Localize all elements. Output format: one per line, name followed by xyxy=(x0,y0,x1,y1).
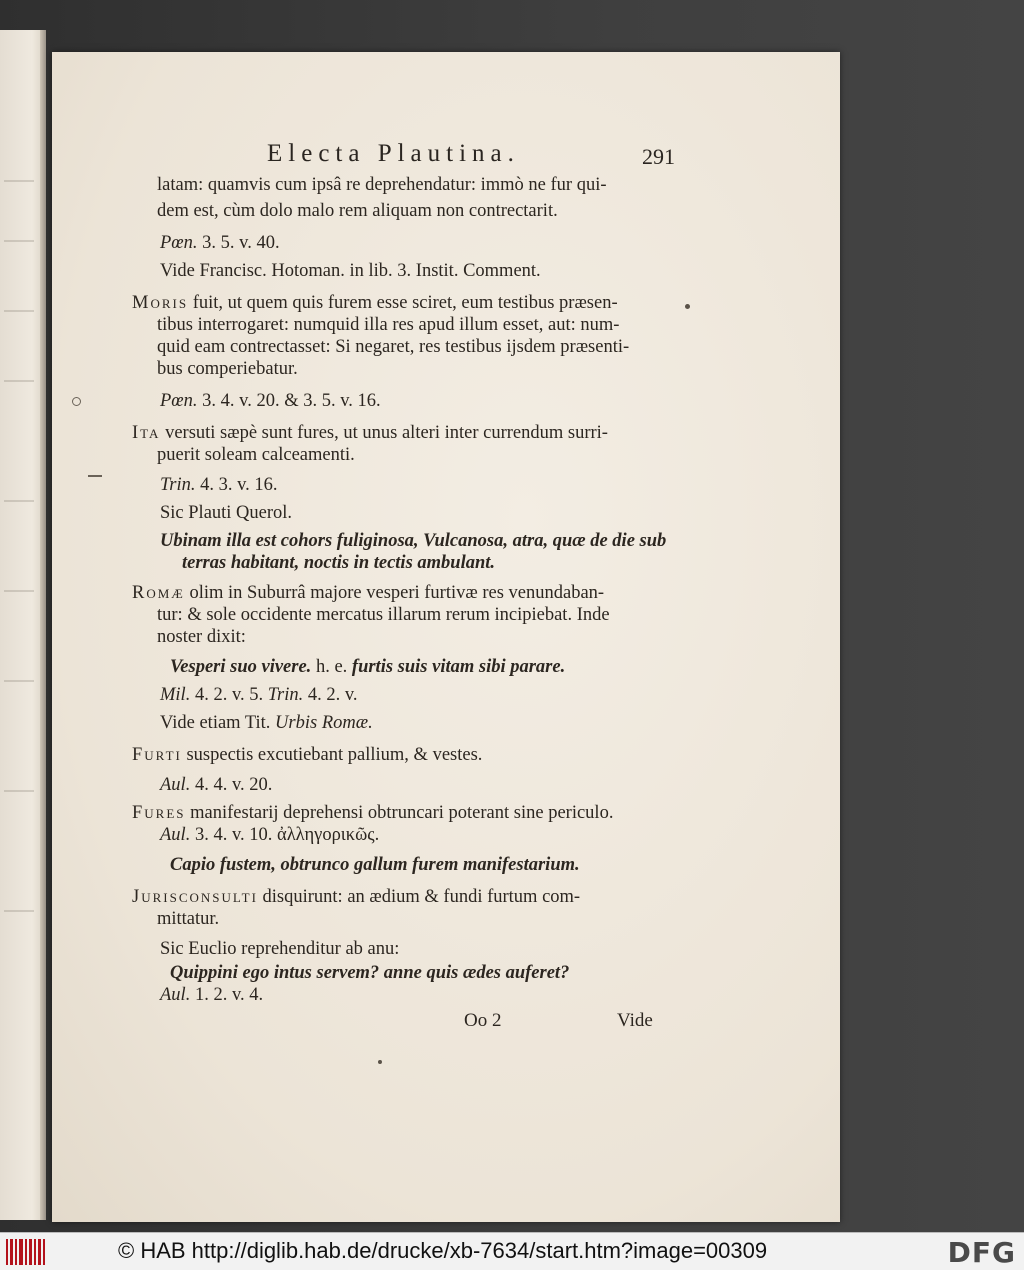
text-line xyxy=(132,582,604,604)
margin-ring xyxy=(72,397,81,406)
line-text: fuit, ut quem quis furem esse sciret, eum testibus præsen- xyxy=(188,293,618,313)
text-line xyxy=(132,886,580,908)
line-text: manifestarij deprehensi obtruncari poterant sine periculo. xyxy=(185,803,614,823)
text-line xyxy=(160,232,280,254)
text-line xyxy=(157,358,298,380)
italic-quote: Ubinam illa est cohors fuliginosa, Vulcanosa, atra, quæ de die sub xyxy=(160,531,667,551)
line-text: Vide etiam Tit. xyxy=(160,713,276,733)
text-line xyxy=(160,824,379,846)
text-line xyxy=(160,984,263,1006)
line-text: 4. 2. v. xyxy=(303,685,358,705)
text-line xyxy=(160,712,373,734)
margin-dot xyxy=(378,1060,382,1064)
reference-abbrev: Trin. xyxy=(160,475,196,495)
reference-abbrev: Aul. xyxy=(160,775,191,795)
line-text: Sic Plauti Querol. xyxy=(160,503,293,523)
line-text: 3. 4. v. 20. & 3. 5. v. 16. xyxy=(197,391,381,411)
text-line xyxy=(160,390,381,412)
text-line xyxy=(157,444,355,466)
text-line xyxy=(157,336,629,358)
text-line xyxy=(182,552,495,574)
line-text: noster dixit: xyxy=(157,627,246,647)
text-line xyxy=(157,908,219,930)
italic-quote: Quippini ego intus servem? anne quis ædes auferet? xyxy=(170,963,570,983)
reference-abbrev: Pœn. xyxy=(160,233,198,253)
text-line xyxy=(132,292,618,314)
reference-abbrev: Aul. xyxy=(160,825,191,845)
text-line xyxy=(132,744,482,766)
reference-abbrev: Trin. xyxy=(267,685,304,705)
lemma-word: Furti xyxy=(132,745,182,765)
text-line xyxy=(157,314,619,336)
line-text: 4. 3. v. 16. xyxy=(195,475,278,495)
text-line xyxy=(160,774,272,796)
reference-abbrev: Mil. xyxy=(160,685,191,705)
text-line xyxy=(160,474,278,496)
book-page xyxy=(52,52,840,1222)
line-text: mittatur. xyxy=(157,909,220,929)
text-line xyxy=(170,962,569,984)
hab-logo-icon xyxy=(6,1239,46,1265)
line-text: Sic Euclio reprehenditur ab anu: xyxy=(160,939,400,959)
footer-bar xyxy=(0,1232,1024,1270)
line-text: tibus interrogaret: numquid illa res apud illum esset, aut: num- xyxy=(157,315,620,335)
text-line xyxy=(160,938,399,960)
margin-dash xyxy=(88,475,102,477)
reference-abbrev: Pœn. xyxy=(160,391,198,411)
text-line xyxy=(132,802,613,824)
line-text: bus comperiebatur. xyxy=(157,359,298,379)
line-text: versuti sæpè sunt fures, ut unus alteri inter currendum surri- xyxy=(160,423,608,443)
adjacent-page-edge xyxy=(0,30,46,1220)
lemma-word: Jurisconsulti xyxy=(132,887,258,907)
dfg-logo: DFG xyxy=(947,1236,1016,1269)
line-text: disquirunt: an ædium & fundi furtum com- xyxy=(257,887,581,907)
line-text: Vide Francisc. Hotoman. in lib. 3. Instit. Comment. xyxy=(160,261,541,281)
text-line xyxy=(157,174,607,196)
page-number: 291 xyxy=(642,144,675,169)
text-line xyxy=(160,502,292,524)
reference-abbrev: Aul. xyxy=(160,985,191,1005)
italic-quote: furtis suis vitam sibi parare. xyxy=(351,657,566,677)
signature-mark: Oo 2 xyxy=(464,1010,502,1031)
italic-quote: Capio fustem, obtrunco gallum furem manifestarium. xyxy=(170,855,580,875)
line-text: quid eam contrectasset: Si negaret, res testibus ijsdem præsenti- xyxy=(157,337,630,357)
lemma-word: Fures xyxy=(132,803,186,823)
line-text: h. e. xyxy=(311,657,352,677)
running-head: Electa Plautina. xyxy=(267,140,520,167)
line-text: puerit soleam calceamenti. xyxy=(157,445,355,465)
catchword: Vide xyxy=(617,1010,653,1031)
lemma-word: Moris xyxy=(132,293,189,313)
line-text: 4. 4. v. 20. xyxy=(190,775,273,795)
text-line xyxy=(170,656,565,678)
line-text: 3. 4. v. 10. ἀλληγορικῶς. xyxy=(190,825,380,845)
text-line xyxy=(157,626,246,648)
text-line xyxy=(160,684,358,706)
italic-quote: terras habitant, noctis in tectis ambulant. xyxy=(182,553,496,573)
copyright-text: © HAB http://diglib.hab.de/drucke/xb-7634/start.htm?image=00309 xyxy=(118,1238,768,1263)
text-line xyxy=(157,200,558,222)
text-line xyxy=(170,854,580,876)
line-text: olim in Suburrâ majore vesperi furtivæ res venundaban- xyxy=(184,583,605,603)
line-text: suspectis excutiebant pallium, & vestes. xyxy=(181,745,483,765)
line-text: 3. 5. v. 40. xyxy=(197,233,280,253)
text-line xyxy=(157,604,610,626)
text-line xyxy=(132,422,608,444)
text-line xyxy=(160,260,541,282)
reference-italic: Urbis Romæ. xyxy=(275,713,373,733)
lemma-word: Romæ xyxy=(132,583,185,603)
line-text: 4. 2. v. 5. xyxy=(190,685,268,705)
line-text: dem est, cùm dolo malo rem aliquam non contrectarit. xyxy=(157,201,558,221)
line-text: 1. 2. v. 4. xyxy=(190,985,264,1005)
text-line xyxy=(160,530,666,552)
line-text: tur: & sole occidente mercatus illarum rerum incipiebat. Inde xyxy=(157,605,610,625)
lemma-word: Ita xyxy=(132,423,161,443)
line-text: latam: quamvis cum ipsâ re deprehendatur: immò ne fur qui- xyxy=(157,175,607,195)
margin-dot xyxy=(685,304,690,309)
italic-quote: Vesperi suo vivere. xyxy=(170,657,312,677)
